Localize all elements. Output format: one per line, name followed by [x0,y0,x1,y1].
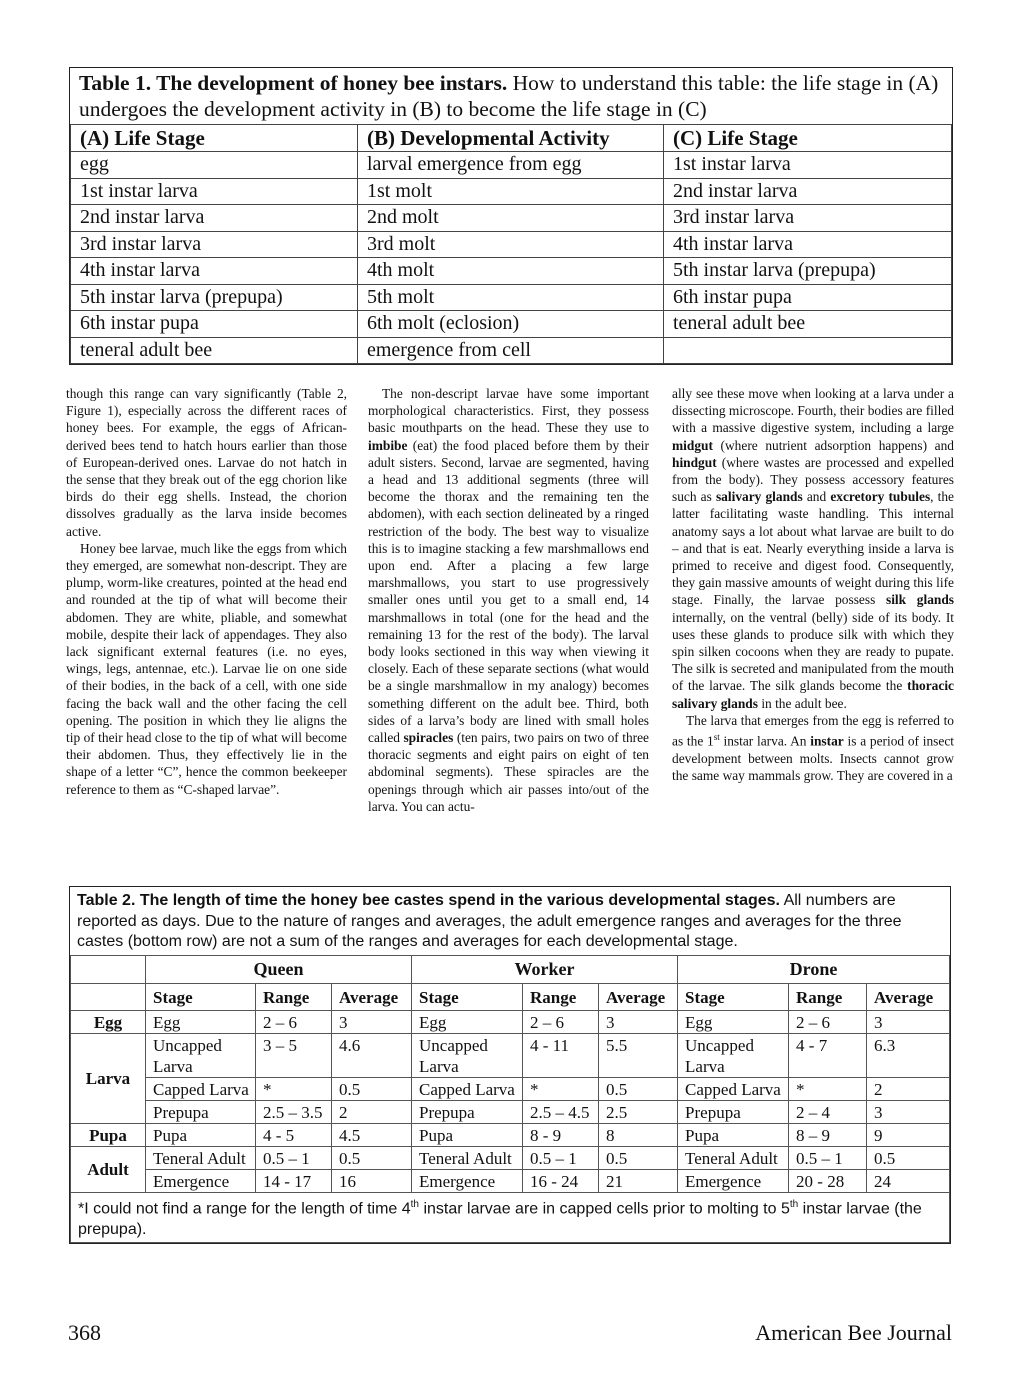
table-cell: egg [71,152,358,179]
table-cell: 2.5 – 3.5 [256,1101,332,1124]
table-cell: 4th instar larva [664,231,952,258]
table-cell: Uncapped Larva [146,1034,256,1078]
table-cell: Uncapped Larva [412,1034,523,1078]
table-cell: larval emergence from egg [358,152,664,179]
table-cell: 1st instar larva [664,152,952,179]
column-header: Average [332,984,412,1011]
text-run: The non-descript larvae have some important morphological characteristics. First, they possess basic mouthparts on the head. These they use to [368,386,649,436]
table-1-header: (B) Developmental Activity [358,125,664,152]
text-run: (eat) the food placed before them by their adult sisters. Second, larvae are segmented, having a head and 13 additional segments (three will become the thorax and the remaining ten the abdomen), with each section delineated by a ringed restriction of the body. The best way to visualize this is to imagine stacking a few marshmallows end upon end. After a placing a few large marshmallows, you start to use progressively smaller ones until you get to a small end, 14 marshmallows in total (one for the head and the remaining 13 for the rest of the body). The larval body looks sectioned in this way when viewing it closely. Each of these separate sections (what would be a single marshmallow in my analogy) becomes something different on the adult bee. Third, both sides of a larva’s body are lined with small holes called [368,437,649,746]
stage-group-adult: Adult [71,1147,146,1193]
table-cell: 2 [867,1078,950,1101]
table-row [71,1034,950,1078]
table-cell: 5th instar larva (prepupa) [71,284,358,311]
table-row [71,311,952,338]
table-cell: Pupa [146,1124,256,1147]
table-cell: teneral adult bee [71,337,358,364]
column-3 [672,385,954,784]
text-run: instar larvae are in capped cells prior to molting to 5 [423,1200,790,1218]
column-header: Average [599,984,678,1011]
caste-queen: Queen [146,956,412,984]
table-cell: 0.5 – 1 [789,1147,867,1170]
table-cell: 3rd instar larva [664,205,952,232]
table-cell: 0.5 [599,1147,678,1170]
column-header: Stage [146,984,256,1011]
table-cell: 2 – 6 [256,1011,332,1034]
table-cell: 3 – 5 [256,1034,332,1078]
table-cell [664,337,952,364]
table-cell: Capped Larva [412,1078,523,1101]
term-silk-glands: silk glands [885,592,954,608]
table-cell: 1st instar larva [71,178,358,205]
table-cell: 3rd molt [358,231,664,258]
table-cell: 8 [599,1124,678,1147]
table-cell: 0.5 [867,1147,950,1170]
term-hindgut: hindgut [672,454,717,470]
table-row [71,258,952,285]
table-2-grid [70,955,950,1243]
table-cell: 6th instar pupa [71,311,358,338]
table-2-caption [70,887,950,955]
table-cell: Emergence [678,1170,789,1193]
table-cell: 2.5 – 4.5 [523,1101,599,1124]
table-cell: Teneral Adult [678,1147,789,1170]
table-cell: Pupa [412,1124,523,1147]
table-2 [69,886,951,1244]
caste-worker: Worker [412,956,678,984]
table-row [71,205,952,232]
text-run: (ten pairs, two pairs on two of three thoracic segments and eight pairs on eight of ten abdominal segments). These spiracles are the openings through which air passes into/out of the larva. You can actu- [368,730,649,814]
table-cell: 5th molt [358,284,664,311]
table-cell: Prepupa [146,1101,256,1124]
caste-header-row [71,956,950,984]
table-cell: 4 - 5 [256,1124,332,1147]
table-2-caption-text: All numbers are reported as days. Due to the nature of ranges and averages, the adult emergence ranges and averages for the three castes (bottom row) are not a sum of the ranges and averages for each developmental stage. [77,892,902,950]
table-cell: Uncapped Larva [678,1034,789,1078]
table-cell: Emergence [412,1170,523,1193]
table-cell: Prepupa [678,1101,789,1124]
text-run: , the latter facilitating waste handling. This internal anatomy says a lot about what larvae are built to do – and that is eat. Nearly everything inside a larva is primed to receive and digest food. Consequently, they gain massive amounts of weight during this life stage. Finally, the larvae possess [672,489,954,608]
text-run: (where nutrient adsorption happens) and [720,437,954,453]
table-cell: 21 [599,1170,678,1193]
journal-name: American Bee Journal [755,1320,952,1345]
column-header-row [71,984,950,1011]
table-row [71,1101,950,1124]
table-cell: 20 - 28 [789,1170,867,1193]
column-header: Range [256,984,332,1011]
text-run: *I could not find a range for the length of time 4 [78,1200,411,1218]
table-cell [71,984,146,1011]
table-cell: 4 - 7 [789,1034,867,1078]
text-run: (where wastes are processed and expelled from the body). They possess accessory features such as [672,454,954,505]
table-cell: Pupa [678,1124,789,1147]
term-excretory-tubules: excretory tubules [830,489,931,505]
table-cell: 6th instar pupa [664,284,952,311]
paragraph: Honey bee larvae, much like the eggs from which they emerged, are somewhat non-descript. They are plump, worm-like creatures, pointed at the head end and rounded at the tip of what will become their abdomen. They are white, pliable, and somewhat mobile, despite their lack of appendages. They also lack significant external features (i.e. no eyes, wings, legs, antennae, etc.). Larvae lie on one side of their bodies, in the back of a cell, with one side facing the back wall and the other facing the cell opening. The position in which they lie aligns the tip of their head close to the tip of what will become their abdomen. Thus, they effectively lie in the shape of a letter “C”, hence the common beekeeper reference to them as “C-shaped larvae”. [66,540,347,797]
term-salivary-glands: salivary glands [715,489,803,505]
footnote-row [71,1193,950,1243]
table-1-caption [70,68,952,124]
text-run: The larva that emerges from the egg is referred to as the 1 [672,712,954,749]
table-cell: * [523,1078,599,1101]
column-2 [368,385,649,815]
table-cell: 0.5 – 1 [523,1147,599,1170]
table-cell: 4.5 [332,1124,412,1147]
table-row [71,284,952,311]
table-row [71,1011,950,1034]
table-cell: teneral adult bee [664,311,952,338]
term-thoracic-salivary-glands: thoracic salivary glands [672,678,954,711]
table-cell: 4th molt [358,258,664,285]
table-cell: emergence from cell [358,337,664,364]
table-cell: 1st molt [358,178,664,205]
article-body [66,385,954,870]
table-1-header: (C) Life Stage [664,125,952,152]
table-cell: Capped Larva [146,1078,256,1101]
table-cell: 0.5 [599,1078,678,1101]
table-cell: Teneral Adult [412,1147,523,1170]
column-1 [66,385,347,798]
table-cell: 3rd instar larva [71,231,358,258]
table-cell: 3 [867,1011,950,1034]
table-cell: 2.5 [599,1101,678,1124]
table-cell: Teneral Adult [146,1147,256,1170]
superscript: st [713,732,720,743]
stage-group-egg: Egg [71,1011,146,1034]
table-cell: 16 - 24 [523,1170,599,1193]
table-cell: 2nd instar larva [71,205,358,232]
table-cell: 4 - 11 [523,1034,599,1078]
table-cell: 2nd molt [358,205,664,232]
table-cell: 0.5 [332,1147,412,1170]
table-cell: Egg [412,1011,523,1034]
table-cell: 5.5 [599,1034,678,1078]
table-cell: 4th instar larva [71,258,358,285]
table-row [71,1078,950,1101]
paragraph: though this range can vary significantly (Table 2, Figure 1), especially across the different races of honey bees. For example, the eggs of African-derived bees tend to hatch hours earlier than those of European-derived ones. Larvae do not hatch in the sense that they break out of the egg chorion like birds do their egg shells. Instead, the chorion dissolves gradually as the larva inside becomes active. [66,386,347,539]
table-cell: 3 [599,1011,678,1034]
table-cell: 24 [867,1170,950,1193]
text-run: internally, on the ventral (belly) side of its body. It uses these glands to produce silk with which they spin silken cocoons when they are ready to pupate. The silk is secreted and manipulated from the mouth of the larvae. The silk glands become the [672,609,954,694]
table-1-grid [70,124,952,364]
column-header: Range [523,984,599,1011]
table-cell: * [256,1078,332,1101]
column-header: Average [867,984,950,1011]
term-midgut: midgut [672,437,713,453]
table-row [71,231,952,258]
table-1-header-row [71,125,952,152]
text-run: is a period of insect development between molts. Insects cannot grow the same way mammals grow. They are covered in a [672,733,954,783]
text-run: and [806,489,827,505]
paragraph [672,385,954,712]
table-2-title: Table 2. The length of time the honey bee castes spend in the various developmental stages. [77,892,780,909]
table-cell: 2 [332,1101,412,1124]
table-cell: 14 - 17 [256,1170,332,1193]
text-run: in the adult bee. [761,695,847,711]
table-row [71,337,952,364]
table-1 [69,67,953,365]
term-spiracles: spiracles [403,730,454,746]
table-cell: 8 – 9 [789,1124,867,1147]
paragraph [368,385,649,815]
table-row [71,1147,950,1170]
table-cell: 2 – 6 [789,1011,867,1034]
paragraph [672,712,954,784]
table-cell: 2nd instar larva [664,178,952,205]
term-instar: instar [810,733,844,749]
table-2-footnote [71,1193,950,1243]
stage-group-larva: Larva [71,1034,146,1124]
table-cell: 6th molt (eclosion) [358,311,664,338]
table-cell: Egg [146,1011,256,1034]
page-number: 368 [68,1320,101,1345]
table-1-caption-text: How to understand this table: the life stage in (A) undergoes the development activity in (B) to become the life stage in (C) [79,71,939,121]
table-cell: 0.5 [332,1078,412,1101]
table-cell: 3 [867,1101,950,1124]
table-cell: 2 – 6 [523,1011,599,1034]
table-cell: * [789,1078,867,1101]
table-cell: 8 - 9 [523,1124,599,1147]
term-imbibe: imbibe [368,437,408,453]
table-row [71,1170,950,1193]
table-cell: Egg [678,1011,789,1034]
table-cell: 5th instar larva (prepupa) [664,258,952,285]
table-row [71,1124,950,1147]
table-cell: Emergence [146,1170,256,1193]
text-run: instar larva. An [723,733,807,749]
table-cell: 4.6 [332,1034,412,1078]
column-header: Stage [412,984,523,1011]
caste-drone: Drone [678,956,950,984]
table-row [71,178,952,205]
superscript: th [789,1199,799,1210]
table-cell: 16 [332,1170,412,1193]
table-cell: 6.3 [867,1034,950,1078]
text-run: instar larvae (the prepupa). [78,1200,922,1239]
superscript: th [410,1199,419,1210]
table-1-header: (A) Life Stage [71,125,358,152]
table-cell: 0.5 – 1 [256,1147,332,1170]
table-cell [71,956,146,984]
table-cell: 2 – 4 [789,1101,867,1124]
text-run: ally see these move when looking at a larva under a dissecting microscope. Fourth, their bodies are filled with a massive digestive system, including a large [672,386,954,436]
table-cell: Capped Larva [678,1078,789,1101]
column-header: Range [789,984,867,1011]
table-row [71,152,952,179]
table-cell: Prepupa [412,1101,523,1124]
table-1-title: Table 1. The development of honey bee instars. [79,71,508,95]
table-cell: 9 [867,1124,950,1147]
table-cell: 3 [332,1011,412,1034]
column-header: Stage [678,984,789,1011]
stage-group-pupa: Pupa [71,1124,146,1147]
